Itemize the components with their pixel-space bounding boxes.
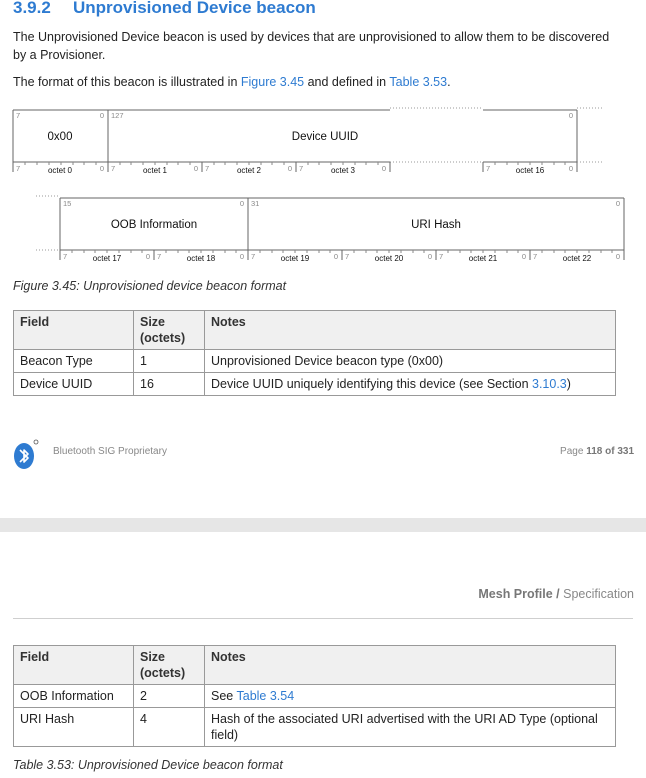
- section-title: Unprovisioned Device beacon: [73, 0, 316, 17]
- field2-lsb: 0: [568, 111, 573, 120]
- svg-text:7: 7: [439, 252, 444, 261]
- octet-label: octet 2: [236, 166, 262, 175]
- section-heading: [13, 0, 316, 18]
- oob-msb: 15: [63, 199, 72, 208]
- octet-label: octet 1: [142, 166, 168, 175]
- table-row: Beacon Type 1 Unprovisioned Device beacon type (0x00): [14, 350, 616, 373]
- field1-msb: 7: [16, 111, 21, 120]
- footer-left-text: Bluetooth SIG Proprietary: [53, 446, 167, 457]
- svg-text:0: 0: [193, 164, 198, 173]
- svg-text:0: 0: [99, 164, 104, 173]
- table-header-row: Field Size (octets) Notes: [14, 311, 616, 350]
- field-uri-hash-label: URI Hash: [411, 219, 461, 231]
- field-table-part2: [13, 645, 616, 747]
- svg-text:7: 7: [251, 252, 256, 261]
- svg-text:7: 7: [486, 164, 491, 173]
- beacon-format-figure: [0, 100, 646, 270]
- octet-label: octet 0: [47, 166, 73, 175]
- table-header-row: Field Size (octets) Notes: [14, 646, 616, 685]
- field-0x00-label: 0x00: [47, 131, 73, 143]
- svg-text:0: 0: [521, 252, 526, 261]
- figure-row-2: [36, 196, 624, 263]
- table-link[interactable]: Table 3.53: [389, 75, 448, 89]
- oob-lsb: 0: [239, 199, 244, 208]
- svg-text:7: 7: [63, 252, 68, 261]
- svg-text:7: 7: [111, 164, 116, 173]
- section-number: 3.9.2: [13, 0, 51, 17]
- svg-text:7: 7: [533, 252, 538, 261]
- svg-text:0: 0: [381, 164, 386, 173]
- octet-label: octet 3: [330, 166, 356, 175]
- figure-caption: Figure 3.45: Unprovisioned device beacon format: [13, 279, 287, 293]
- table-row: Device UUID 16 Device UUID uniquely identifying this device (see Section 3.10.3): [14, 373, 616, 396]
- field1-lsb: 0: [99, 111, 104, 120]
- page-number: Page 118 of 331: [560, 446, 634, 457]
- field-oob-information-label: OOB Information: [110, 219, 198, 231]
- header-rule: [13, 618, 633, 619]
- svg-text:7: 7: [299, 164, 304, 173]
- figure-row-1: [13, 108, 602, 175]
- figure-link[interactable]: Figure 3.45: [240, 75, 305, 89]
- octet-label: octet 19: [280, 254, 310, 263]
- octet-label: octet 22: [562, 254, 592, 263]
- document-header: Mesh Profile / Specification: [478, 587, 634, 601]
- octet-label: octet 16: [515, 166, 545, 175]
- bluetooth-logo-icon: [13, 438, 39, 470]
- table-row: URI Hash 4 Hash of the associated URI advertised with the URI AD Type (optional field): [14, 708, 616, 747]
- svg-text:7: 7: [16, 164, 21, 173]
- intro-paragraph: The Unprovisioned Device beacon is used by devices that are unprovisioned to allow them to be discovered by a Provisioner.: [13, 30, 610, 62]
- uri-lsb: 0: [615, 199, 620, 208]
- svg-text:0: 0: [615, 252, 620, 261]
- section-link[interactable]: 3.10.3: [532, 377, 567, 391]
- octet-label: octet 20: [374, 254, 404, 263]
- table-caption: Table 3.53: Unprovisioned Device beacon format: [13, 758, 283, 772]
- format-paragraph: The format of this beacon is illustrated in Figure 3.45 and defined in Table 3.53.: [13, 75, 451, 89]
- field-table-part1: [13, 310, 616, 396]
- octet-label: octet 18: [186, 254, 216, 263]
- table-ref-link[interactable]: Table 3.54: [236, 689, 295, 703]
- uri-msb: 31: [251, 199, 260, 208]
- svg-text:0: 0: [568, 164, 573, 173]
- page-break: [0, 518, 646, 532]
- svg-text:0: 0: [145, 252, 150, 261]
- field-device-uuid-label: Device UUID: [291, 131, 359, 143]
- field2-msb: 127: [111, 111, 124, 120]
- octet-label: octet 21: [468, 254, 498, 263]
- svg-text:0: 0: [427, 252, 432, 261]
- table-row: OOB Information 2 See Table 3.54: [14, 685, 616, 708]
- svg-text:7: 7: [157, 252, 162, 261]
- svg-text:7: 7: [345, 252, 350, 261]
- svg-text:7: 7: [205, 164, 210, 173]
- svg-text:0: 0: [333, 252, 338, 261]
- svg-text:0: 0: [287, 164, 292, 173]
- octet-label: octet 17: [92, 254, 122, 263]
- svg-text:0: 0: [239, 252, 244, 261]
